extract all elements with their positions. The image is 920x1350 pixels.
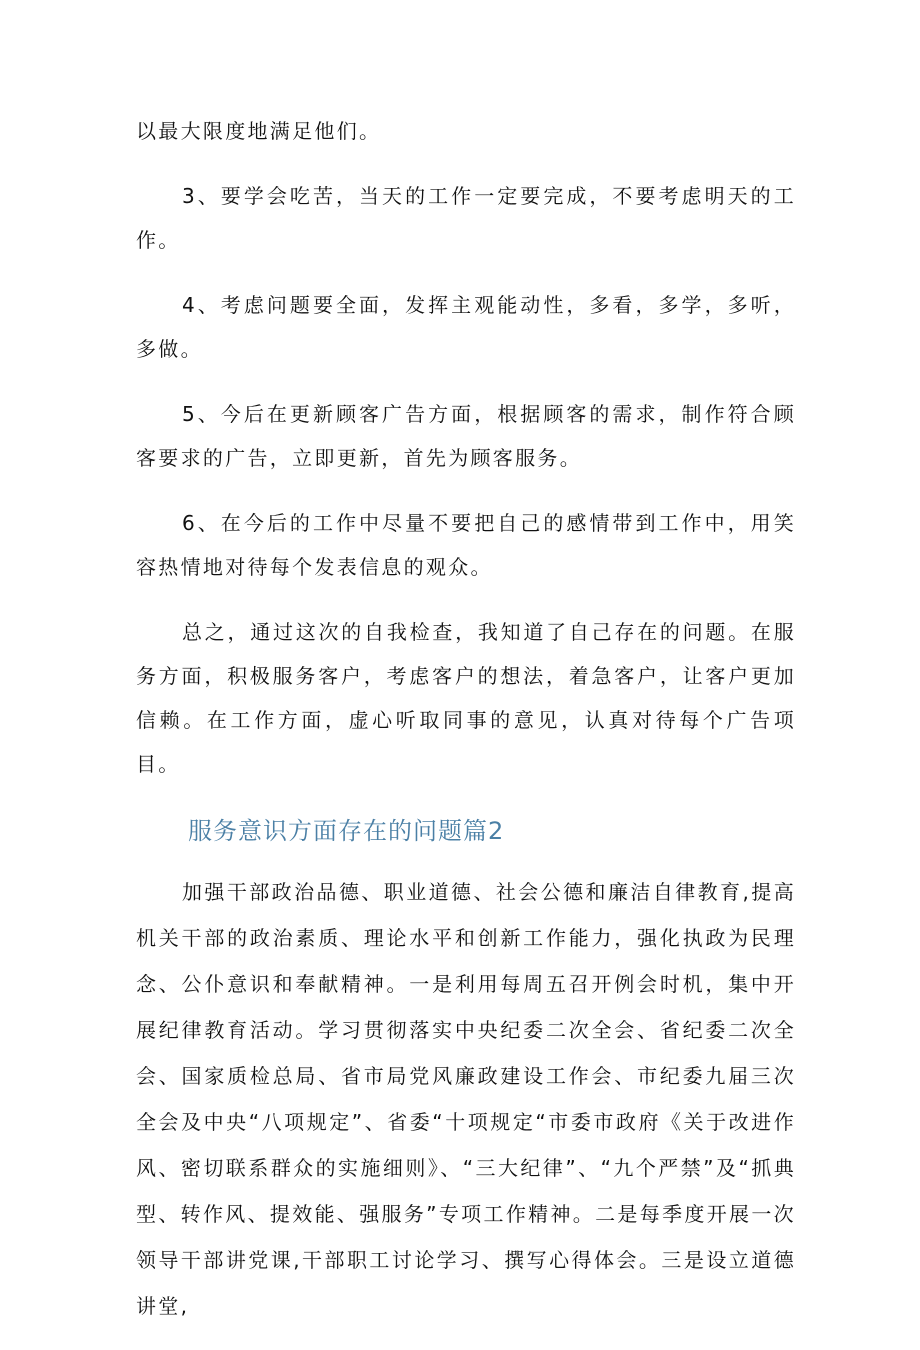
paragraph-summary: 总之，通过这次的自我检查，我知道了自己存在的问题。在服务方面，积极服务客户，考虑客户的想法，着急客户，让客户更加信赖。在工作方面，虚心听取同事的意见，认真对待每个广告项目。 xyxy=(136,620,796,776)
document-body xyxy=(136,109,796,1350)
section-heading: 服务意识方面存在的问题篇2 xyxy=(188,817,505,845)
paragraph-item-4: 4、考虑问题要全面，发挥主观能动性，多看，多学，多听，多做。 xyxy=(136,293,796,361)
paragraph-item-6: 6、在今后的工作中尽量不要把自己的感情带到工作中，用笑容热情地对待每个发表信息的观众。 xyxy=(136,511,796,579)
paragraph-item-5: 5、今后在更新顾客广告方面，根据顾客的需求，制作符合顾客要求的广告，立即更新，首先为顾客服务。 xyxy=(136,402,796,470)
paragraph-continuation: 以最大限度地满足他们。 xyxy=(136,119,382,143)
paragraph-item-3: 3、要学会吃苦，当天的工作一定要完成，不要考虑明天的工作。 xyxy=(136,184,796,252)
paragraph-section2: 加强干部政治品德、职业道德、社会公德和廉洁自律教育,提高机关干部的政治素质、理论水平和创新工作能力，强化执政为民理念、公仆意识和奉献精神。一是利用每周五召开例会时机，集中开展纪律教育活动。学习贯彻落实中央纪委二次全会、省纪委二次全会、国家质检总局、省市局党风廉政建设工作会、市纪委九届三次全会及中央“八项规定”、省委“十项规定“市委市政府《关于改进作风、密切联系群众的实施细则》、“三大纪律”、“九个严禁”及“抓典型、转作风、提效能、强服务”专项工作精神。二是每季度开展一次领导干部讲党课,干部职工讨论学习、撰写心得体会。三是设立道德讲堂, xyxy=(136,880,796,1318)
